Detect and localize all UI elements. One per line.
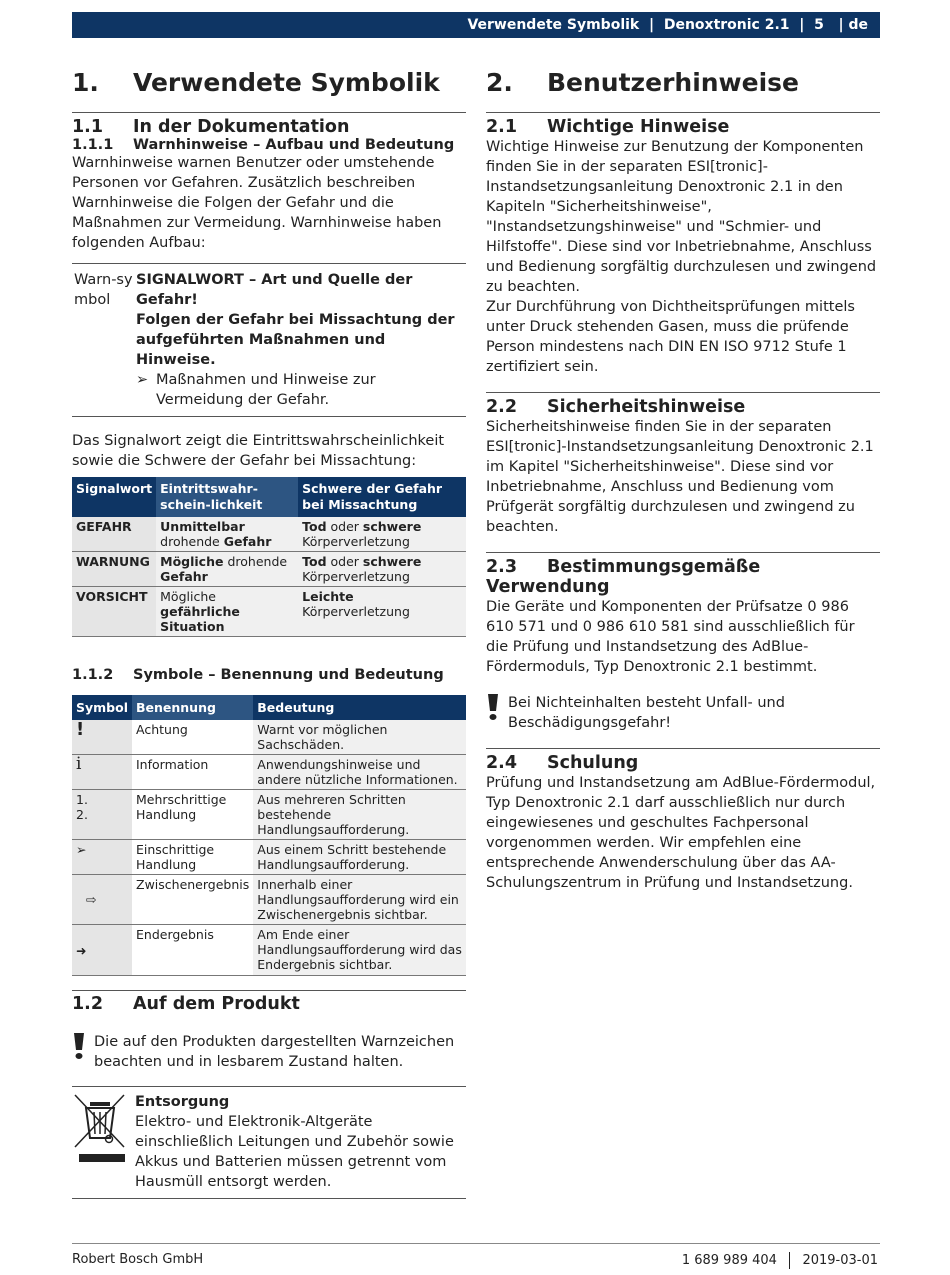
symbol-meaning-cell: Aus einem Schritt bestehende Handlungsaufforderung. (253, 840, 466, 875)
signalword-table (72, 477, 466, 637)
table-row (72, 790, 466, 840)
probability-text: drohende (223, 554, 288, 569)
signalword-intro-text: Das Signalwort zeigt die Eintrittswahrscheinlichkeit sowie die Schwere der Gefahr bei Missachtung: (72, 433, 445, 469)
symbol-meaning-cell: Warnt vor möglichen Sachschäden. (253, 720, 466, 755)
divider (72, 112, 466, 113)
divider (72, 990, 466, 991)
section-1-1-2-heading: 1.1.2 Symbole – Benennung und Bedeutung (72, 667, 444, 683)
signalword-cell: GEFAHR (72, 517, 156, 552)
warning-intro-text: Warnhinweise warnen Benutzer oder umstehende Personen vor Gefahren. Zusätzlich beschreiben Warnhinweise die Folgen der Gefahr und die Maßnahmen zur Vermeidung. Warnhinweise haben folgenden Aufbau: (72, 155, 442, 251)
symbol-name-cell: Achtung (132, 720, 253, 755)
table-row (72, 720, 466, 755)
warnbox-consequence: Folgen der Gefahr bei Missachtung der aufgeführten Maßnahmen und Hinweise. (136, 312, 455, 368)
probability-text: gefährliche Situation (160, 604, 240, 634)
numbered-steps-icon: 1. 2. (72, 790, 132, 840)
table-row (72, 925, 466, 976)
section-2-1-heading: 2.1 Wichtige Hinweise (486, 117, 730, 137)
severity-text: Leichte (302, 589, 354, 604)
footer-separator (789, 1252, 791, 1269)
table-row (72, 875, 466, 925)
divider (486, 392, 880, 393)
table-header: Eintrittswahr-schein-lichkeit (156, 477, 298, 517)
safety-notes-text: Sicherheitshinweise finden Sie in der separaten ESI[tronic]-Instandsetzungsanleitung Denoxtronic 2.1 im Kapitel "Sicherheitshinweise". Diese sind vor Inbetriebnahme, Anschluss und Bedienung vom Prüfgerät sorgfältig durchzulesen und zwingend zu beachten. (486, 419, 874, 535)
table-row (72, 517, 466, 552)
exclamation-icon (486, 693, 508, 733)
divider (486, 112, 880, 113)
section-2-4-heading: 2.4 Schulung (486, 753, 639, 773)
exclamation-icon (72, 1032, 94, 1072)
probability-text: Gefahr (160, 569, 208, 584)
severity-text: oder (326, 519, 363, 534)
signalword-cell: VORSICHT (72, 587, 156, 637)
symbol-table (72, 695, 466, 976)
severity-text: schwere (362, 519, 422, 534)
table-header: Benennung (132, 695, 253, 720)
severity-text: Körperverletzung (302, 534, 410, 549)
intermediate-result-icon: ⇨ (72, 875, 132, 925)
page-header-text: Verwendete Symbolik | Denoxtronic 2.1 | 5 | de (467, 17, 868, 33)
symbol-name-cell: Mehrschrittige Handlung (132, 790, 253, 840)
section-2-3-heading: 2.3 Bestimmungsgemäße Verwendung (486, 557, 761, 597)
table-row (72, 552, 466, 587)
training-text: Prüfung und Instandsetzung am AdBlue-Fördermodul, Typ Denoxtronic 2.1 darf ausschließlich nur durch eingewiesenes und geschultes Fachpersonal vorgenommen werden. Wir empfehlen eine entsprechende Anwenderschulung über das AA-Schulungszentrum in Prüfung und Instandsetzung. (486, 775, 876, 891)
table-header: Bedeutung (253, 695, 466, 720)
page-footer (72, 1243, 880, 1268)
warnbox-measures: Maßnahmen und Hinweise zur Vermeidung der Gefahr. (156, 372, 376, 408)
intended-use-text: Die Geräte und Komponenten der Prüfsatze 0 986 610 571 und 0 986 610 581 sind ausschließlich für die Prüfung und Instandsetzung des AdBlue-Fördermoduls, Typ Denoxtronic 2.1 bestimmt. (486, 599, 855, 675)
table-row (72, 755, 466, 790)
severity-cell (298, 587, 466, 637)
warnbox-label: Warn-symbol (74, 272, 133, 308)
signalword-cell: WARNUNG (72, 552, 156, 587)
disposal-title: Entsorgung (135, 1094, 230, 1110)
severity-text: Tod (302, 554, 327, 569)
important-notes-text: Wichtige Hinweise zur Benutzung der Komponenten finden Sie in der separaten ESI[tronic]-Instandsetzungsanleitung Denoxtronic 2.1 in den Kapiteln "Sicherheitshinweise", "Instandsetzungshinweise" und "Schmier- und Hilfstoffe". Diese sind vor Inbetriebnahme, Anschluss und Bedienung sorgfältig durchzulesen und zwingend zu beachten. (486, 139, 877, 295)
symbol-name-cell: Einschrittige Handlung (132, 840, 253, 875)
section-2-heading: 2. Benutzerhinweise (486, 68, 800, 97)
footer-company: Robert Bosch GmbH (72, 1252, 204, 1267)
severity-text: schwere (362, 554, 422, 569)
probability-text: Unmittelbar (160, 519, 245, 534)
footer-right (682, 1252, 878, 1269)
symbol-meaning-cell: Am Ende einer Handlungsaufforderung wird das Endergebnis sichtbar. (253, 925, 466, 976)
symbol-meaning-cell: Innerhalb einer Handlungsaufforderung wird ein Zwischenergebnis sichtbar. (253, 875, 466, 925)
arrow-bullet-icon: ➢ (72, 840, 132, 875)
result-arrow-icon: ➜ (72, 925, 132, 976)
leak-test-text: Zur Durchführung von Dichtheitsprüfungen mittels unter Druck stehenden Gasen, muss die prüfende Person mindestens nach DIN EN ISO 9712 Stufe 1 zertifiziert sein. (486, 299, 855, 375)
severity-text: oder (326, 554, 363, 569)
section-1-2-heading: 1.2 Auf dem Produkt (72, 994, 300, 1014)
symbol-meaning-cell: Aus mehreren Schritten bestehende Handlungsaufforderung. (253, 790, 466, 840)
section-1-heading: 1. Verwendete Symbolik (72, 68, 440, 97)
probability-cell (156, 552, 298, 587)
section-1-1-1-heading: 1.1.1 Warnhinweise – Aufbau und Bedeutung (72, 137, 455, 153)
damage-warning-note (486, 693, 880, 733)
symbol-meaning-cell: Anwendungshinweise und andere nützliche Informationen. (253, 755, 466, 790)
probability-cell (156, 587, 298, 637)
table-row (72, 587, 466, 637)
disposal-text: Elektro- und Elektronik-Altgeräte einschließlich Leitungen und Zubehör sowie Akkus und Batterien müssen getrennt vom Hausmüll entsorgt werden. (135, 1114, 454, 1190)
symbol-name-cell: Information (132, 755, 253, 790)
product-warning-text: Die auf den Produkten dargestellten Warnzeichen beachten und in lesbarem Zustand halten. (94, 1034, 455, 1070)
symbol-name-cell: Zwischenergebnis (132, 875, 253, 925)
severity-text: Tod (302, 519, 327, 534)
probability-cell (156, 517, 298, 552)
damage-warning-text: Bei Nichteinhalten besteht Unfall- und Beschädigungsgefahr! (508, 695, 785, 731)
crossed-bin-icon (72, 1092, 135, 1192)
severity-cell (298, 552, 466, 587)
table-header: Symbol (72, 695, 132, 720)
page-header-bar (72, 12, 880, 38)
product-warning-note (72, 1032, 466, 1072)
severity-text: Körperverletzung (302, 569, 410, 584)
arrow-bullet-icon: ➢ (136, 372, 149, 388)
footer-docnum: 1 689 989 404 (681, 1253, 777, 1268)
severity-text: Körperverletzung (302, 604, 410, 619)
divider (486, 748, 880, 749)
info-icon: i (72, 755, 132, 790)
probability-text: Mögliche (160, 589, 216, 604)
table-header: Signalwort (72, 477, 156, 517)
probability-text: drohende (160, 534, 224, 549)
probability-text: Mögliche (160, 554, 224, 569)
table-header: Schwere der Gefahr bei Missachtung (298, 477, 466, 517)
exclamation-icon: ! (72, 720, 132, 755)
table-row (72, 840, 466, 875)
severity-cell (298, 517, 466, 552)
warnbox-signalword: SIGNALWORT – Art und Quelle der Gefahr! (136, 272, 413, 308)
right-column (486, 68, 880, 893)
section-1-1-heading: 1.1 In der Dokumentation (72, 117, 350, 137)
section-2-2-heading: 2.2 Sicherheitshinweise (486, 397, 746, 417)
divider (486, 552, 880, 553)
symbol-name-cell: Endergebnis (132, 925, 253, 976)
disposal-box (72, 1086, 466, 1199)
footer-date: 2019-03-01 (802, 1253, 878, 1268)
left-column (72, 68, 466, 1199)
warning-structure-box (72, 263, 466, 417)
probability-text: Gefahr (223, 534, 272, 549)
